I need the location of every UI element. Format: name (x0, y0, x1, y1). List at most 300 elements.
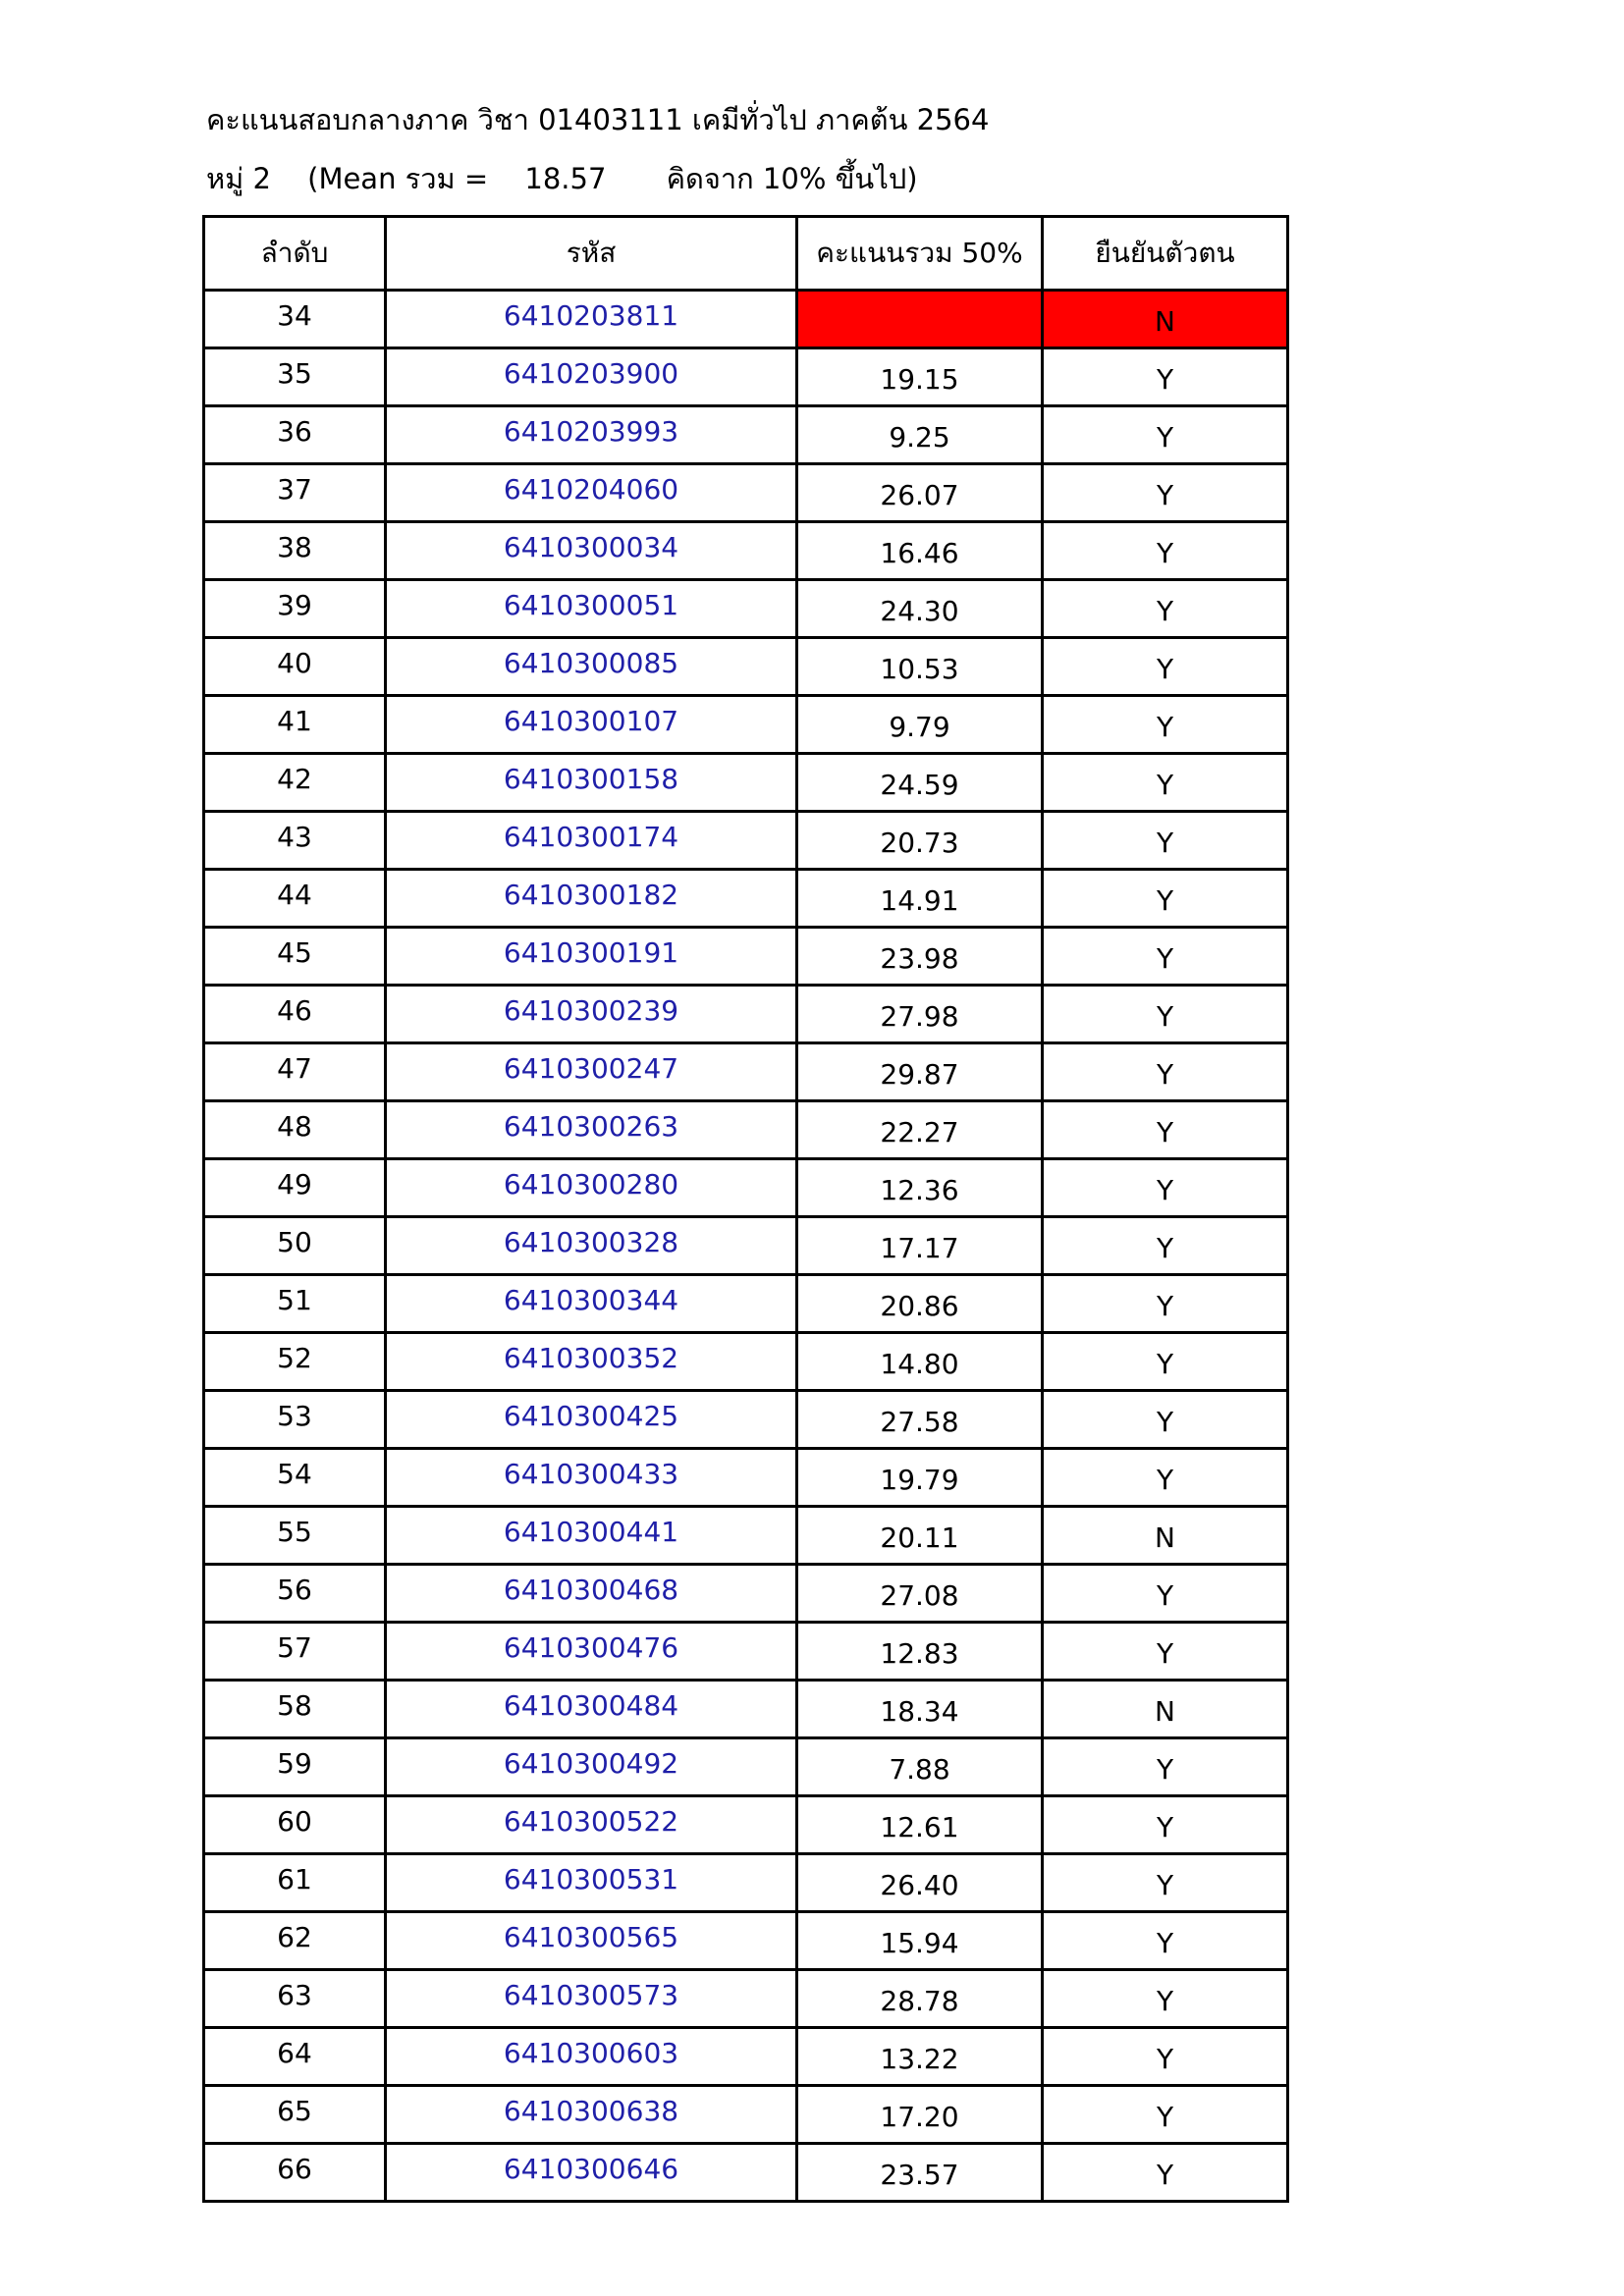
table-row (204, 928, 1288, 986)
column-header-identity-confirmed: ยืนยันตัวตน (1043, 217, 1288, 291)
row-order-text: 59 (277, 1746, 312, 1780)
identity-confirmed-cell (1043, 1449, 1288, 1507)
row-order-cell (204, 638, 386, 696)
student-id-text: 6410204060 (503, 472, 679, 506)
identity-confirmed-cell (1043, 1507, 1288, 1565)
identity-confirmed-cell (1043, 928, 1288, 986)
student-id-text: 6410300484 (503, 1688, 679, 1722)
identity-confirmed-cell (1043, 348, 1288, 406)
row-order-cell (204, 1101, 386, 1159)
student-id-text: 6410300492 (503, 1746, 679, 1780)
row-order-cell (204, 2028, 386, 2086)
total-score-text: 27.08 (880, 1578, 959, 1612)
document-header (206, 102, 989, 196)
total-score-cell (797, 1681, 1043, 1738)
mean-label: (Mean รวม = (307, 162, 489, 195)
table-row (204, 1101, 1288, 1159)
identity-confirmed-text: Y (1156, 536, 1174, 569)
total-score-cell (797, 1507, 1043, 1565)
identity-confirmed-text: Y (1156, 1984, 1174, 2017)
identity-confirmed-cell (1043, 1217, 1288, 1275)
total-score-cell (797, 928, 1043, 986)
student-id-text: 6410300565 (503, 1920, 679, 1953)
identity-confirmed-cell (1043, 1970, 1288, 2028)
row-order-cell (204, 1738, 386, 1796)
identity-confirmed-text: N (1155, 1694, 1175, 1728)
row-order-cell (204, 1970, 386, 2028)
student-id-cell (386, 1681, 797, 1738)
row-order-text: 38 (277, 530, 312, 563)
total-score-text: 29.87 (880, 1057, 959, 1091)
student-id-cell (386, 2144, 797, 2202)
identity-confirmed-text: Y (1156, 362, 1174, 396)
calculation-note: คิดจาก 10% ขึ้นไป) (666, 162, 918, 195)
score-table-body (204, 291, 1288, 2202)
row-order-text: 39 (277, 588, 312, 621)
identity-confirmed-cell (1043, 696, 1288, 754)
total-score-cell (797, 464, 1043, 522)
student-id-cell (386, 1217, 797, 1275)
row-order-text: 53 (277, 1399, 312, 1432)
total-score-cell (797, 1043, 1043, 1101)
row-order-cell (204, 522, 386, 580)
identity-confirmed-cell (1043, 522, 1288, 580)
row-order-cell (204, 464, 386, 522)
table-row (204, 1738, 1288, 1796)
identity-confirmed-text: Y (1156, 1231, 1174, 1264)
student-id-cell (386, 1333, 797, 1391)
identity-confirmed-text: Y (1156, 594, 1174, 627)
student-id-text: 6410300085 (503, 646, 679, 679)
identity-confirmed-text: Y (1156, 1289, 1174, 1322)
identity-confirmed-text: Y (1156, 1810, 1174, 1843)
identity-confirmed-text: Y (1156, 1115, 1174, 1148)
student-id-cell (386, 1565, 797, 1623)
student-id-cell (386, 580, 797, 638)
table-row (204, 1912, 1288, 1970)
row-order-text: 46 (277, 993, 312, 1027)
total-score-text: 23.98 (880, 941, 959, 975)
student-id-cell (386, 986, 797, 1043)
row-order-cell (204, 986, 386, 1043)
total-score-cell (797, 754, 1043, 812)
student-id-cell (386, 870, 797, 928)
identity-confirmed-text: Y (1156, 2100, 1174, 2133)
total-score-cell (797, 1275, 1043, 1333)
row-order-text: 61 (277, 1862, 312, 1896)
row-order-text: 66 (277, 2152, 312, 2185)
row-order-text: 50 (277, 1225, 312, 1258)
row-order-text: 62 (277, 1920, 312, 1953)
row-order-cell (204, 580, 386, 638)
total-score-cell (797, 348, 1043, 406)
identity-confirmed-text: Y (1156, 1405, 1174, 1438)
table-row (204, 986, 1288, 1043)
identity-confirmed-text: Y (1156, 768, 1174, 801)
student-id-cell (386, 1449, 797, 1507)
table-row (204, 1159, 1288, 1217)
table-row (204, 1681, 1288, 1738)
row-order-text: 44 (277, 878, 312, 911)
row-order-cell (204, 1217, 386, 1275)
identity-confirmed-text: Y (1156, 1347, 1174, 1380)
total-score-text: 12.61 (880, 1810, 959, 1843)
row-order-cell (204, 870, 386, 928)
total-score-text: 22.27 (880, 1115, 959, 1148)
identity-confirmed-cell (1043, 1333, 1288, 1391)
total-score-cell (797, 870, 1043, 928)
identity-confirmed-cell (1043, 1391, 1288, 1449)
identity-confirmed-text: Y (1156, 941, 1174, 975)
total-score-text: 27.98 (880, 999, 959, 1033)
identity-confirmed-text: Y (1156, 1463, 1174, 1496)
table-row (204, 1043, 1288, 1101)
row-order-text: 64 (277, 2036, 312, 2069)
total-score-cell (797, 406, 1043, 464)
table-row (204, 2028, 1288, 2086)
row-order-cell (204, 1507, 386, 1565)
identity-confirmed-text: Y (1156, 652, 1174, 685)
table-header-row (204, 217, 1288, 291)
identity-confirmed-text: Y (1156, 883, 1174, 917)
student-id-cell (386, 1738, 797, 1796)
table-row (204, 406, 1288, 464)
column-header-student-id: รหัส (386, 217, 797, 291)
identity-confirmed-cell (1043, 291, 1288, 348)
table-row (204, 1565, 1288, 1623)
identity-confirmed-cell (1043, 1738, 1288, 1796)
student-id-text: 6410300531 (503, 1862, 679, 1896)
identity-confirmed-cell (1043, 1912, 1288, 1970)
table-row (204, 696, 1288, 754)
identity-confirmed-text: Y (1156, 2042, 1174, 2075)
row-order-cell (204, 1043, 386, 1101)
identity-confirmed-cell (1043, 1681, 1288, 1738)
identity-confirmed-cell (1043, 2144, 1288, 2202)
student-id-cell (386, 2028, 797, 2086)
mean-value: 18.57 (524, 162, 607, 195)
row-order-text: 60 (277, 1804, 312, 1838)
row-order-text: 56 (277, 1573, 312, 1606)
student-id-text: 6410300603 (503, 2036, 679, 2069)
row-order-text: 47 (277, 1051, 312, 1085)
identity-confirmed-cell (1043, 1565, 1288, 1623)
total-score-cell (797, 2144, 1043, 2202)
row-order-text: 48 (277, 1109, 312, 1143)
student-id-cell (386, 1159, 797, 1217)
identity-confirmed-cell (1043, 406, 1288, 464)
row-order-text: 35 (277, 356, 312, 390)
student-id-text: 6410300051 (503, 588, 679, 621)
student-id-cell (386, 464, 797, 522)
table-row (204, 2086, 1288, 2144)
student-id-text: 6410203811 (503, 298, 679, 332)
total-score-cell (797, 1449, 1043, 1507)
row-order-cell (204, 1275, 386, 1333)
student-id-text: 6410300476 (503, 1630, 679, 1664)
total-score-text: 23.57 (880, 2158, 959, 2191)
row-order-cell (204, 1159, 386, 1217)
table-row (204, 291, 1288, 348)
identity-confirmed-text: Y (1156, 1926, 1174, 1959)
row-order-cell (204, 1333, 386, 1391)
student-id-cell (386, 1970, 797, 2028)
identity-confirmed-text: Y (1156, 420, 1174, 454)
total-score-text: 14.91 (880, 883, 959, 917)
total-score-cell (797, 1970, 1043, 2028)
group-mean-line (206, 161, 989, 196)
identity-confirmed-cell (1043, 1623, 1288, 1681)
student-id-cell (386, 812, 797, 870)
student-id-text: 6410300352 (503, 1341, 679, 1374)
total-score-cell (797, 1101, 1043, 1159)
row-order-text: 54 (277, 1457, 312, 1490)
total-score-cell (797, 580, 1043, 638)
total-score-text: 7.88 (889, 1752, 950, 1786)
identity-confirmed-cell (1043, 1854, 1288, 1912)
student-id-cell (386, 638, 797, 696)
total-score-text: 26.40 (880, 1868, 959, 1901)
total-score-cell (797, 1391, 1043, 1449)
total-score-text: 20.73 (880, 826, 959, 859)
row-order-cell (204, 1681, 386, 1738)
identity-confirmed-cell (1043, 1796, 1288, 1854)
student-id-cell (386, 1854, 797, 1912)
table-row (204, 1275, 1288, 1333)
identity-confirmed-cell (1043, 754, 1288, 812)
identity-confirmed-text: Y (1156, 1636, 1174, 1670)
student-id-text: 6410300263 (503, 1109, 679, 1143)
student-id-text: 6410300174 (503, 820, 679, 853)
total-score-text: 15.94 (880, 1926, 959, 1959)
total-score-text: 12.83 (880, 1636, 959, 1670)
table-row (204, 870, 1288, 928)
identity-confirmed-text: Y (1156, 1057, 1174, 1091)
student-id-cell (386, 928, 797, 986)
table-row (204, 812, 1288, 870)
student-id-text: 6410203900 (503, 356, 679, 390)
identity-confirmed-cell (1043, 1159, 1288, 1217)
row-order-text: 51 (277, 1283, 312, 1316)
table-row (204, 1333, 1288, 1391)
total-score-cell (797, 2086, 1043, 2144)
identity-confirmed-cell (1043, 638, 1288, 696)
total-score-cell (797, 1217, 1043, 1275)
row-order-text: 63 (277, 1978, 312, 2011)
row-order-cell (204, 1623, 386, 1681)
row-order-text: 41 (277, 704, 312, 737)
row-order-text: 34 (277, 298, 312, 332)
table-row (204, 1796, 1288, 1854)
total-score-text: 13.22 (880, 2042, 959, 2075)
total-score-text: 18.34 (880, 1694, 959, 1728)
identity-confirmed-cell (1043, 1275, 1288, 1333)
identity-confirmed-text: Y (1156, 710, 1174, 743)
student-id-text: 6410300247 (503, 1051, 679, 1085)
total-score-cell (797, 1623, 1043, 1681)
identity-confirmed-cell (1043, 464, 1288, 522)
identity-confirmed-cell (1043, 580, 1288, 638)
total-score-cell (797, 638, 1043, 696)
student-id-cell (386, 348, 797, 406)
total-score-cell (797, 291, 1043, 348)
row-order-cell (204, 1796, 386, 1854)
student-id-cell (386, 1101, 797, 1159)
total-score-text: 20.11 (880, 1521, 959, 1554)
table-row (204, 2144, 1288, 2202)
document-title: คะแนนสอบกลางภาค วิชา 01403111 เคมีทั่วไป ภาคต้น 2564 (206, 103, 990, 136)
identity-confirmed-text: Y (1156, 826, 1174, 859)
table-row (204, 1449, 1288, 1507)
row-order-cell (204, 928, 386, 986)
total-score-text: 10.53 (880, 652, 959, 685)
student-id-cell (386, 1275, 797, 1333)
row-order-text: 49 (277, 1167, 312, 1201)
table-row (204, 1391, 1288, 1449)
row-order-text: 45 (277, 935, 312, 969)
student-id-text: 6410300107 (503, 704, 679, 737)
student-id-text: 6410300638 (503, 2094, 679, 2127)
total-score-text: 19.15 (880, 362, 959, 396)
total-score-cell (797, 1912, 1043, 1970)
total-score-text: 27.58 (880, 1405, 959, 1438)
total-score-text: 14.80 (880, 1347, 959, 1380)
identity-confirmed-cell (1043, 812, 1288, 870)
row-order-text: 57 (277, 1630, 312, 1664)
student-id-cell (386, 754, 797, 812)
identity-confirmed-cell (1043, 986, 1288, 1043)
student-id-cell (386, 1912, 797, 1970)
identity-confirmed-text: Y (1156, 1868, 1174, 1901)
total-score-cell (797, 1854, 1043, 1912)
student-id-cell (386, 696, 797, 754)
total-score-text: 17.20 (880, 2100, 959, 2133)
total-score-cell (797, 812, 1043, 870)
total-score-text: 28.78 (880, 1984, 959, 2017)
student-id-text: 6410300441 (503, 1515, 679, 1548)
identity-confirmed-text: Y (1156, 1578, 1174, 1612)
student-id-text: 6410300468 (503, 1573, 679, 1606)
row-order-text: 43 (277, 820, 312, 853)
row-order-cell (204, 1854, 386, 1912)
row-order-cell (204, 812, 386, 870)
student-id-cell (386, 1507, 797, 1565)
row-order-cell (204, 1565, 386, 1623)
row-order-cell (204, 696, 386, 754)
total-score-cell (797, 986, 1043, 1043)
student-id-cell (386, 1796, 797, 1854)
total-score-text: 12.36 (880, 1173, 959, 1206)
row-order-text: 40 (277, 646, 312, 679)
identity-confirmed-text: Y (1156, 2158, 1174, 2191)
identity-confirmed-cell (1043, 2086, 1288, 2144)
table-row (204, 464, 1288, 522)
student-id-cell (386, 2086, 797, 2144)
table-row (204, 1970, 1288, 2028)
total-score-text: 24.59 (880, 768, 959, 801)
row-order-cell (204, 1391, 386, 1449)
student-id-text: 6410300344 (503, 1283, 679, 1316)
total-score-cell (797, 696, 1043, 754)
column-header-total-score: คะแนนรวม 50% (797, 217, 1043, 291)
row-order-cell (204, 1449, 386, 1507)
total-score-cell (797, 1565, 1043, 1623)
total-score-text: 26.07 (880, 478, 959, 511)
identity-confirmed-text: Y (1156, 478, 1174, 511)
row-order-cell (204, 406, 386, 464)
total-score-cell (797, 1738, 1043, 1796)
total-score-text: 17.17 (880, 1231, 959, 1264)
column-header-order: ลำดับ (204, 217, 386, 291)
student-id-text: 6410300034 (503, 530, 679, 563)
student-id-text: 6410300573 (503, 1978, 679, 2011)
student-id-cell (386, 1623, 797, 1681)
row-order-cell (204, 754, 386, 812)
row-order-text: 52 (277, 1341, 312, 1374)
row-order-text: 58 (277, 1688, 312, 1722)
table-row (204, 638, 1288, 696)
total-score-text: 19.79 (880, 1463, 959, 1496)
student-id-text: 6410300280 (503, 1167, 679, 1201)
identity-confirmed-text: Y (1156, 999, 1174, 1033)
student-id-text: 6410300191 (503, 935, 679, 969)
row-order-text: 36 (277, 414, 312, 448)
table-row (204, 580, 1288, 638)
identity-confirmed-cell (1043, 2028, 1288, 2086)
student-id-text: 6410300182 (503, 878, 679, 911)
total-score-cell (797, 1796, 1043, 1854)
table-row (204, 1623, 1288, 1681)
identity-confirmed-cell (1043, 1101, 1288, 1159)
total-score-cell (797, 1333, 1043, 1391)
row-order-text: 55 (277, 1515, 312, 1548)
total-score-cell (797, 1159, 1043, 1217)
row-order-cell (204, 2086, 386, 2144)
row-order-text: 42 (277, 762, 312, 795)
student-id-text: 6410300158 (503, 762, 679, 795)
total-score-cell (797, 522, 1043, 580)
table-row (204, 1507, 1288, 1565)
row-order-cell (204, 348, 386, 406)
student-id-cell (386, 291, 797, 348)
student-id-cell (386, 1391, 797, 1449)
table-row (204, 348, 1288, 406)
student-id-text: 6410203993 (503, 414, 679, 448)
identity-confirmed-text: Y (1156, 1173, 1174, 1206)
total-score-text: 20.86 (880, 1289, 959, 1322)
identity-confirmed-text: N (1155, 1521, 1175, 1554)
student-id-cell (386, 1043, 797, 1101)
table-row (204, 1217, 1288, 1275)
student-id-text: 6410300328 (503, 1225, 679, 1258)
table-row (204, 1854, 1288, 1912)
row-order-cell (204, 291, 386, 348)
total-score-text: 16.46 (880, 536, 959, 569)
total-score-text: 9.25 (889, 420, 950, 454)
table-row (204, 754, 1288, 812)
row-order-text: 65 (277, 2094, 312, 2127)
total-score-text: 24.30 (880, 594, 959, 627)
student-id-text: 6410300425 (503, 1399, 679, 1432)
student-id-cell (386, 406, 797, 464)
identity-confirmed-cell (1043, 1043, 1288, 1101)
row-order-cell (204, 2144, 386, 2202)
student-id-cell (386, 522, 797, 580)
student-id-text: 6410300433 (503, 1457, 679, 1490)
identity-confirmed-text: N (1155, 304, 1175, 338)
identity-confirmed-text: Y (1156, 1752, 1174, 1786)
row-order-text: 37 (277, 472, 312, 506)
